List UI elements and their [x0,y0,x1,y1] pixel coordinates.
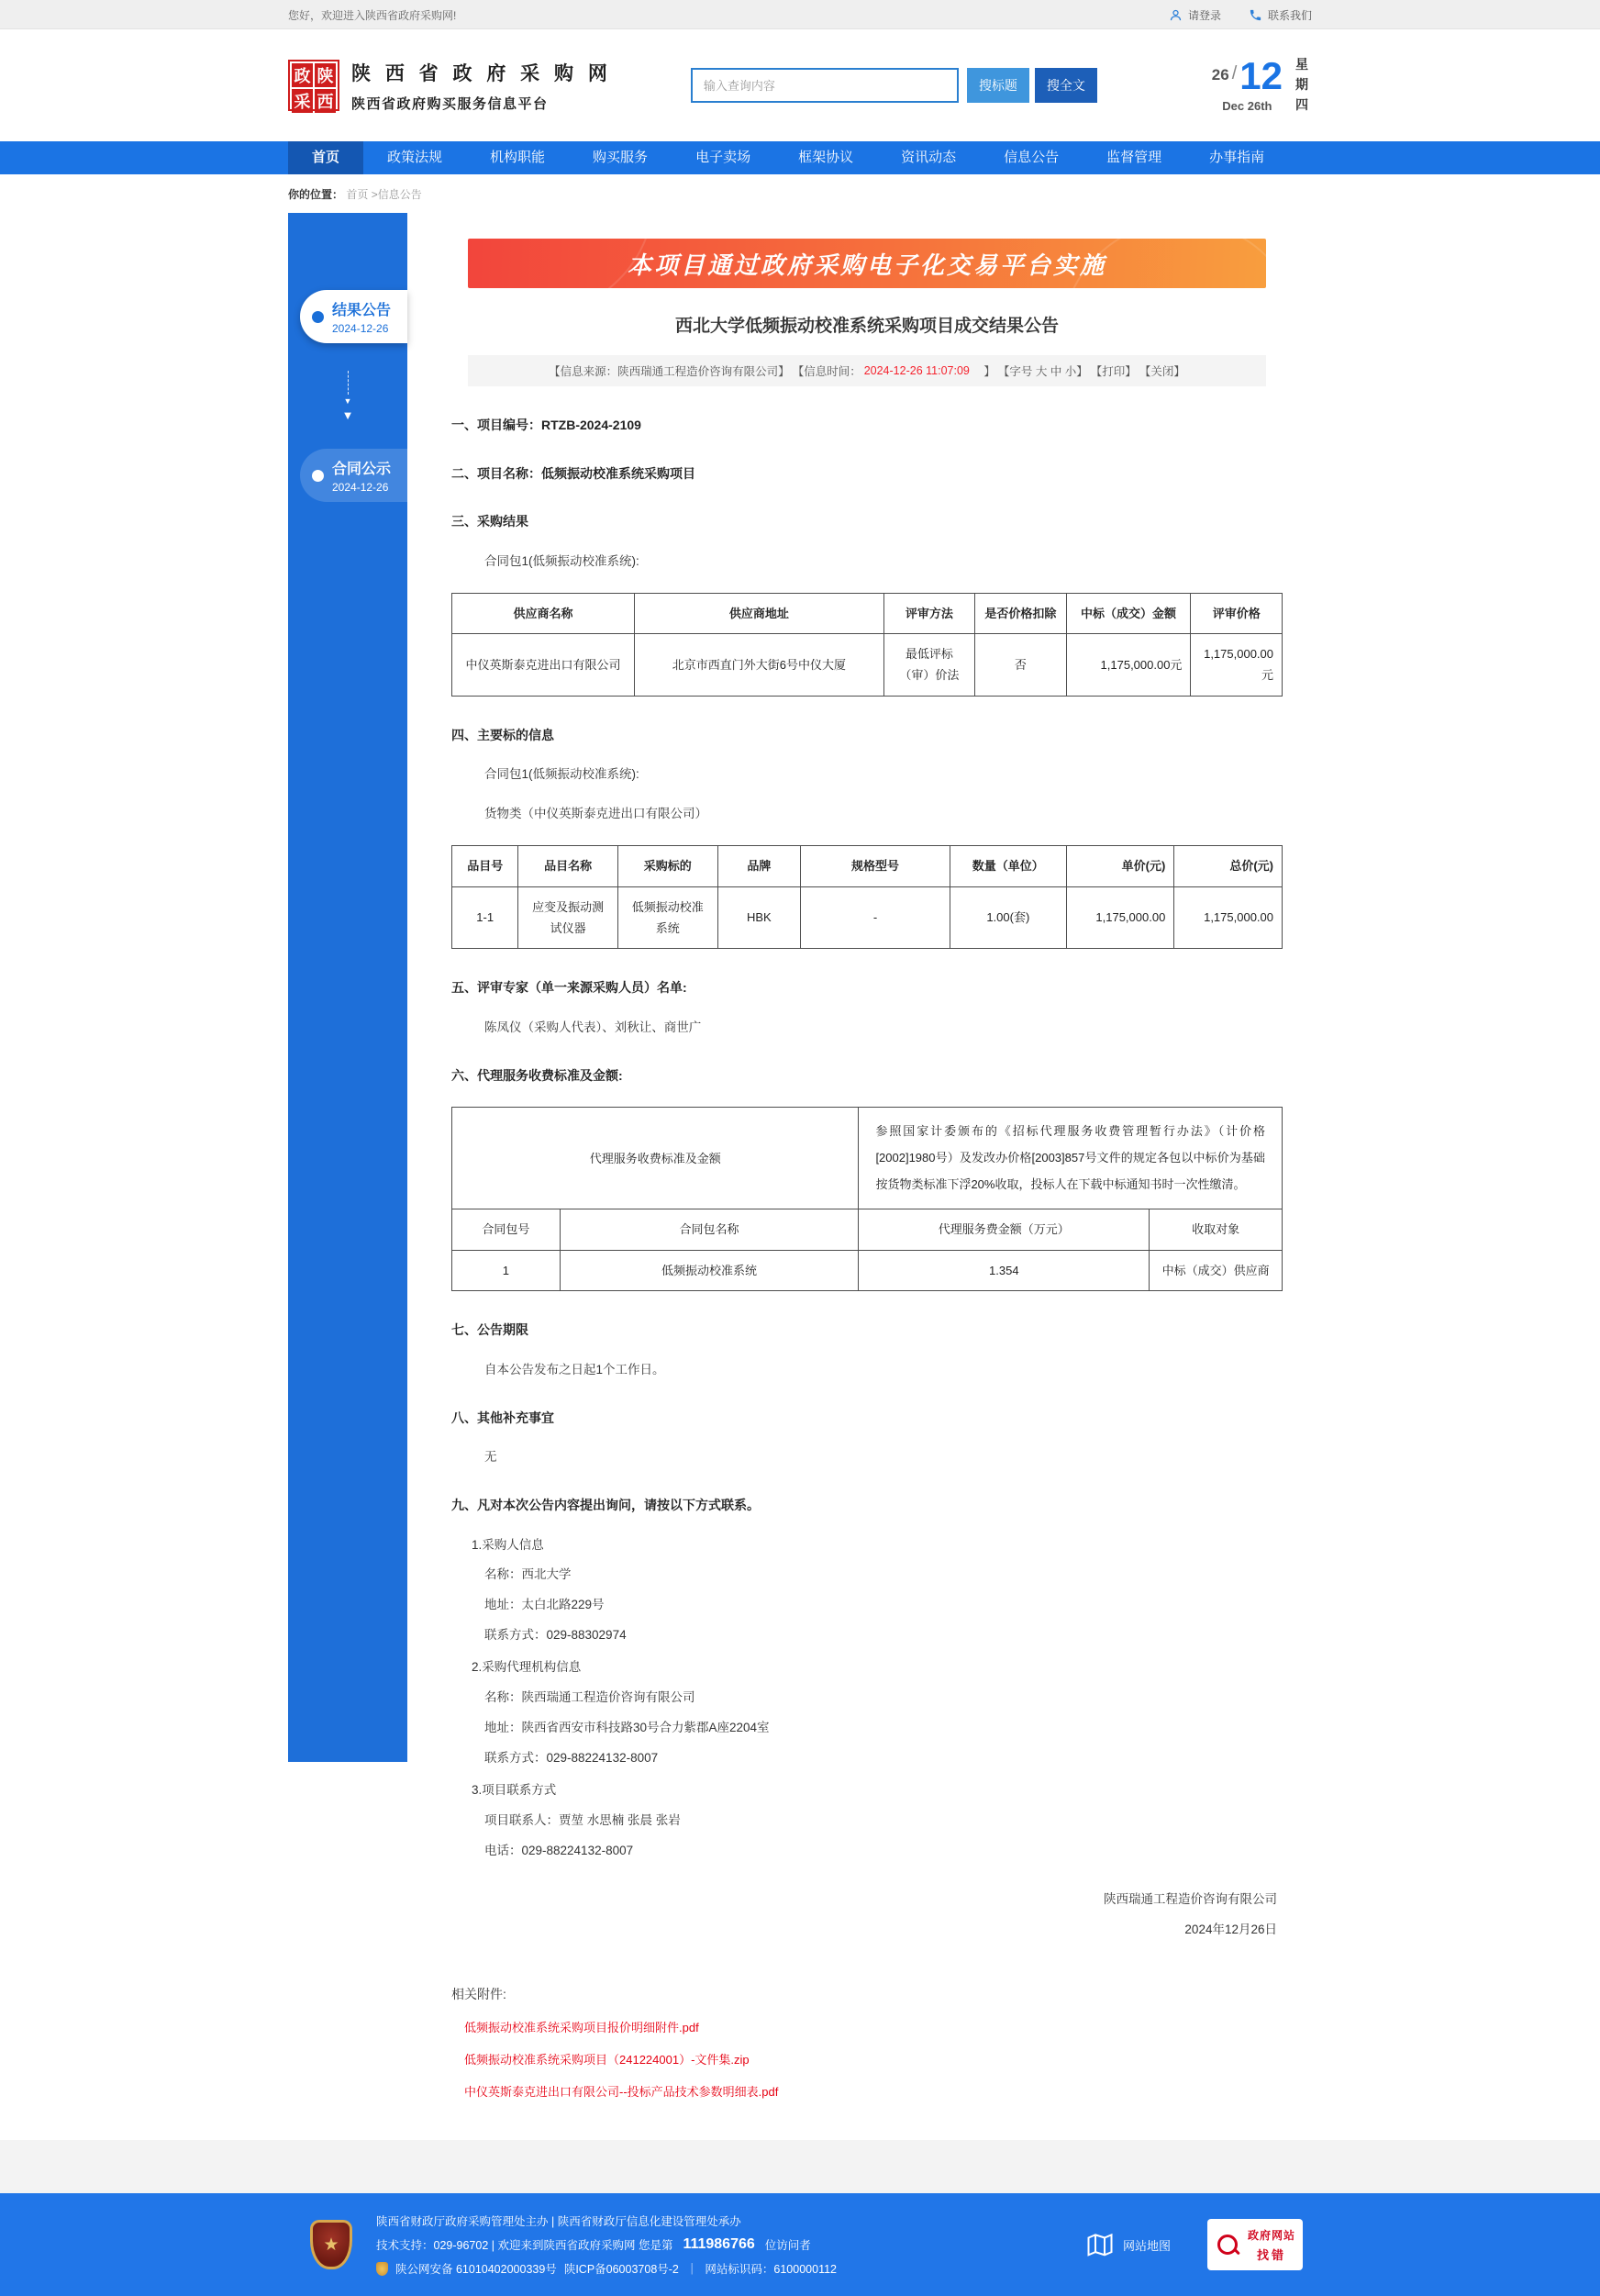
search-bar [691,68,1097,103]
search-fulltext-button[interactable]: 搜全文 [1035,68,1097,103]
sidebar [288,213,407,1762]
section-notice-period: 七、公告期限 [451,1322,528,1338]
page-title: 西北大学低频振动校准系统采购项目成交结果公告 [674,317,1059,336]
section-procurement-result: 三、采购结果 [451,514,528,529]
attachment-link-tech-params-pdf[interactable]: 中仪英斯泰克进出口有限公司--投标产品技术参数明细表.pdf [464,2085,779,2100]
attachment-link-quotation-pdf[interactable]: 低频振动校准系统采购项目报价明细附件.pdf [464,2021,699,2035]
agency-fee-table [451,1107,1283,1291]
article-meta-bar: 【信息来源：陕西瑞通工程造价咨询有限公司】 【信息时间： 2024-12-26 11:07:09 】 【字号 大 中 小】 【打印】 【关闭】 [468,355,1266,386]
section-subject-info: 四、主要标的信息 [451,727,554,742]
date-day: 26 [1211,66,1229,84]
sidebar-item-contract-publicity[interactable]: 合同公示 2024-12-26 [300,449,407,502]
table-row: 1 低频振动校准系统 1.354 中标（成交）供应商 [452,1250,1283,1290]
section-other-matters: 八、其他补充事宜 [451,1410,554,1425]
site-subtitle: 陕西省政府购买服务信息平台 [351,95,549,112]
experts-names: 陈凤仪（采购人代表）、刘秋让、商世广 [484,1020,702,1034]
signature-block [451,1885,1283,1945]
police-badge-icon [376,2262,388,2276]
sitemap-link[interactable]: 网站地图 [1086,2231,1171,2258]
table-row: 代理服务收费标准及金额 参照国家计委颁布的《招标代理服务收费管理暂行办法》（计价格[2002]1980号）及发改办价格[2003]857号文件的规定各包以中标价为基础按货物类标准下浮20%收取，投标人在下载中标通知书时一次性缴清。 [452,1108,1283,1209]
date-month: 12 [1239,54,1283,98]
nav-guide[interactable]: 办事指南 [1209,150,1265,165]
search-title-button[interactable]: 搜标题 [967,68,1029,103]
nav-policies[interactable]: 政策法规 [387,150,443,165]
nav-supervision[interactable]: 监督管理 [1106,150,1162,165]
signature-company: 陕西瑞通工程造价咨询有限公司 [1104,1892,1277,1907]
font-size-control[interactable]: 【字号 大 中 小】 [997,365,1088,378]
table-header-row: 品目号 品目名称 采购标的 品牌 规格型号 数量（单位） 单价(元) 总价(元) [452,846,1283,886]
nav-announcements[interactable]: 信息公告 [1004,150,1060,165]
footer-organizer: 陕西省财政厅政府采购管理处主办 | 陕西省财政厅信息化建设管理处承办 [376,2215,741,2229]
info-time: 2024-12-26 11:07:09 [863,364,970,377]
nav-home[interactable]: 首页 [288,141,363,174]
site-logo[interactable] [288,59,612,113]
section-contacts: 九、凡对本次公告内容提出询问，请按以下方式联系。 [451,1498,760,1512]
pre-footer-strip [0,2140,1600,2193]
info-source: 【信息来源：陕西瑞通工程造价咨询有限公司】 [549,365,790,378]
date-display: 26 / 12 Dec 26th 星期四 [1212,55,1312,115]
site-header [0,29,1600,141]
table-row: 中仪英斯泰克进出口有限公司 北京市西直门外大街6号中仪大厦 最低评标（审）价法 否 1,175,000.00元 1,175,000.00元 [452,634,1283,697]
contact-us-link[interactable]: 联系我们 [1249,7,1312,23]
breadcrumb: 你的位置： 首页 >信息公告 [288,188,422,201]
platform-banner: 本项目通过政府采购电子化交易平台实施 [468,239,1266,288]
supplier-result-table [451,593,1283,697]
finance-emblem-icon: ★ [310,2220,352,2269]
item-detail-table [451,845,1283,949]
section-agency-fee: 六、代理服务收费标准及金额: [451,1067,623,1083]
magnifier-icon [1215,2232,1240,2257]
nav-framework[interactable]: 框架协议 [798,150,854,165]
topbar [0,0,1600,29]
nav-e-mall[interactable]: 电子卖场 [695,150,751,165]
nav-functions[interactable]: 机构职能 [490,150,546,165]
bullet-dot-icon [312,470,324,482]
agency-info-title: 2.采购代理机构信息 [472,1660,582,1675]
attachments [451,1985,1283,2100]
main-content: 本项目通过政府采购电子化交易平台实施 西北大学低频振动校准系统采购项目成交结果公告 【信息来源：陕西瑞通工程造价咨询有限公司】 【信息时间： 2024-12-26 11:07:09 】 【字号 大 中 小】 【打印】 【关闭】 一、项目编号：RTZB-2024-2109 二、项目名称：低频振动校准系统采购项目 三、采购结果 合同包1(低频振动校准系统): 供应商名称 供应商地址 评审方法 是否价格扣除 中标（成交）金额 评审价格 中仪英斯泰克进出口有限公司 北京市西直门外大街6号中仪大厦 最低评标（审）价法 否 1,175,000.00元 1,175,000.00元 四、主要标的信息 合同包1(低频振动校准系统): 货物类（中仪英斯泰克进出口有限公司） 品目号 品目名称 采购标的 品牌 规格型号 数量（单位） 单价(元) 总价(元) 1-1 应变及振动测试仪器 低频振动校准系统 HBK - 1.00(套) 1,175,000.00 1,175,000.00 五、评审专家（单一来源采购人员）名单: 陈凤仪（采购人代表）、刘秋让、商世广 六、代理服务收费标准及金额: 代理服务收费标准及金额 参照国家计委颁布的《招标代理服务收费管理暂行办法》（计价格[2002]1980号）及发改办价格[2003]857号文件的规定各包以中标价为基础按货物类标准下浮20%收取，投标人在下载中标通知书时一次性缴清。 合同包号 合同包名称 代理服务费金额（万元） 收取对象 1 低频振动校准系统 1.354 中标（成交）供应商 七、公告期限 自本公告发布之日起1个工作日。 八、其他补充事宜 无 九、凡对本次公告内容提出询问，请按以下方式联系。 1.采购人信息 名称：西北大学 地址：太白北路229号 联系方式：029-88302974 2.采购代理机构信息 名称：陕西瑞通工程造价咨询有限公司 地址：陕西省西安市科技路30号合力紫郡A座2204室 联系方式：029-88224132-8007 3.项目联系方式 项目联系人：贾堃 水思楠 张晨 张岩 电话：029-88224132-8007 陕西瑞通工程造价咨询有限公司 2024年12月26日 相关附件: 低频振动校准系统采购项目报价明细附件.pdf 低频振动校准系统采购项目（241224001）-文件集.zip 中仪英斯泰克进出口有限公司--投标产品技术参数明细表.pdf [407,213,1312,2140]
user-icon [1169,8,1183,22]
date-english: Dec 26th [1222,98,1272,113]
site-code: 网站标识码：6100000112 [705,2263,837,2277]
attachment-link-fileset-zip[interactable]: 低频振动校准系统采购项目（241224001）-文件集.zip [464,2053,750,2068]
phone-icon [1249,8,1262,22]
gov-site-error-report-badge[interactable]: 政府网站 找错 [1207,2219,1303,2270]
beian-icp-link[interactable]: 陕ICP备06003708号-2 [563,2263,679,2277]
project-contact-title: 3.项目联系方式 [472,1782,557,1797]
login-link[interactable]: 请登录 [1169,7,1221,23]
map-icon [1086,2231,1114,2258]
beian-police-link[interactable]: 陕公网安备 61010402000339号 [395,2263,557,2277]
down-arrow-icon: ▼ ▼ [288,371,407,421]
table-header-row: 合同包号 合同包名称 代理服务费金额（万元） 收取对象 [452,1209,1283,1250]
breadcrumb-home[interactable]: 首页 [346,188,369,201]
logo-seal-icon: 政 陕 采 西 [288,60,339,111]
bullet-dot-icon [312,311,324,323]
welcome-text: 您好，欢迎进入陕西省政府采购网! [288,8,457,22]
visitor-count: 111986766 [683,2236,755,2253]
search-input[interactable] [691,68,959,103]
site-footer: ★ 陕西省财政厅政府采购管理处主办 | 陕西省财政厅信息化建设管理处承办 技术支持：029-96702 | 欢迎来到陕西省政府采购网 您是第 111986766 位访问者 陕公网安备 61010402000339号 陕ICP备06003708号-2 ｜ 网站标识码：6100000112 网站地图 政府网站 找错 [0,2193,1600,2296]
nav-purchase-service[interactable]: 购买服务 [593,150,649,165]
attachments-label: 相关附件: [451,1987,506,2002]
site-name: 陕 西 省 政 府 采 购 网 [351,62,612,84]
sidebar-item-result-notice[interactable]: 结果公告 2024-12-26 [300,290,407,343]
breadcrumb-current[interactable]: 信息公告 [377,188,422,201]
section-experts: 五、评审专家（单一来源采购人员）名单: [451,980,687,996]
close-button[interactable]: 【关闭】 [1139,365,1185,378]
table-row: 1-1 应变及振动测试仪器 低频振动校准系统 HBK - 1.00(套) 1,175,000.00 1,175,000.00 [452,886,1283,949]
main-nav [0,141,1600,174]
date-weekday: 星期四 [1295,57,1308,112]
purchaser-info-title: 1.采购人信息 [472,1537,544,1552]
section-project-number: 一、项目编号：RTZB-2024-2109 [451,418,641,432]
nav-news[interactable]: 资讯动态 [901,150,957,165]
print-button[interactable]: 【打印】 [1090,365,1137,378]
signature-date: 2024年12月26日 [1184,1922,1277,1936]
section-project-name: 二、项目名称：低频振动校准系统采购项目 [451,465,695,481]
table-header-row: 供应商名称 供应商地址 评审方法 是否价格扣除 中标（成交）金额 评审价格 [452,593,1283,633]
